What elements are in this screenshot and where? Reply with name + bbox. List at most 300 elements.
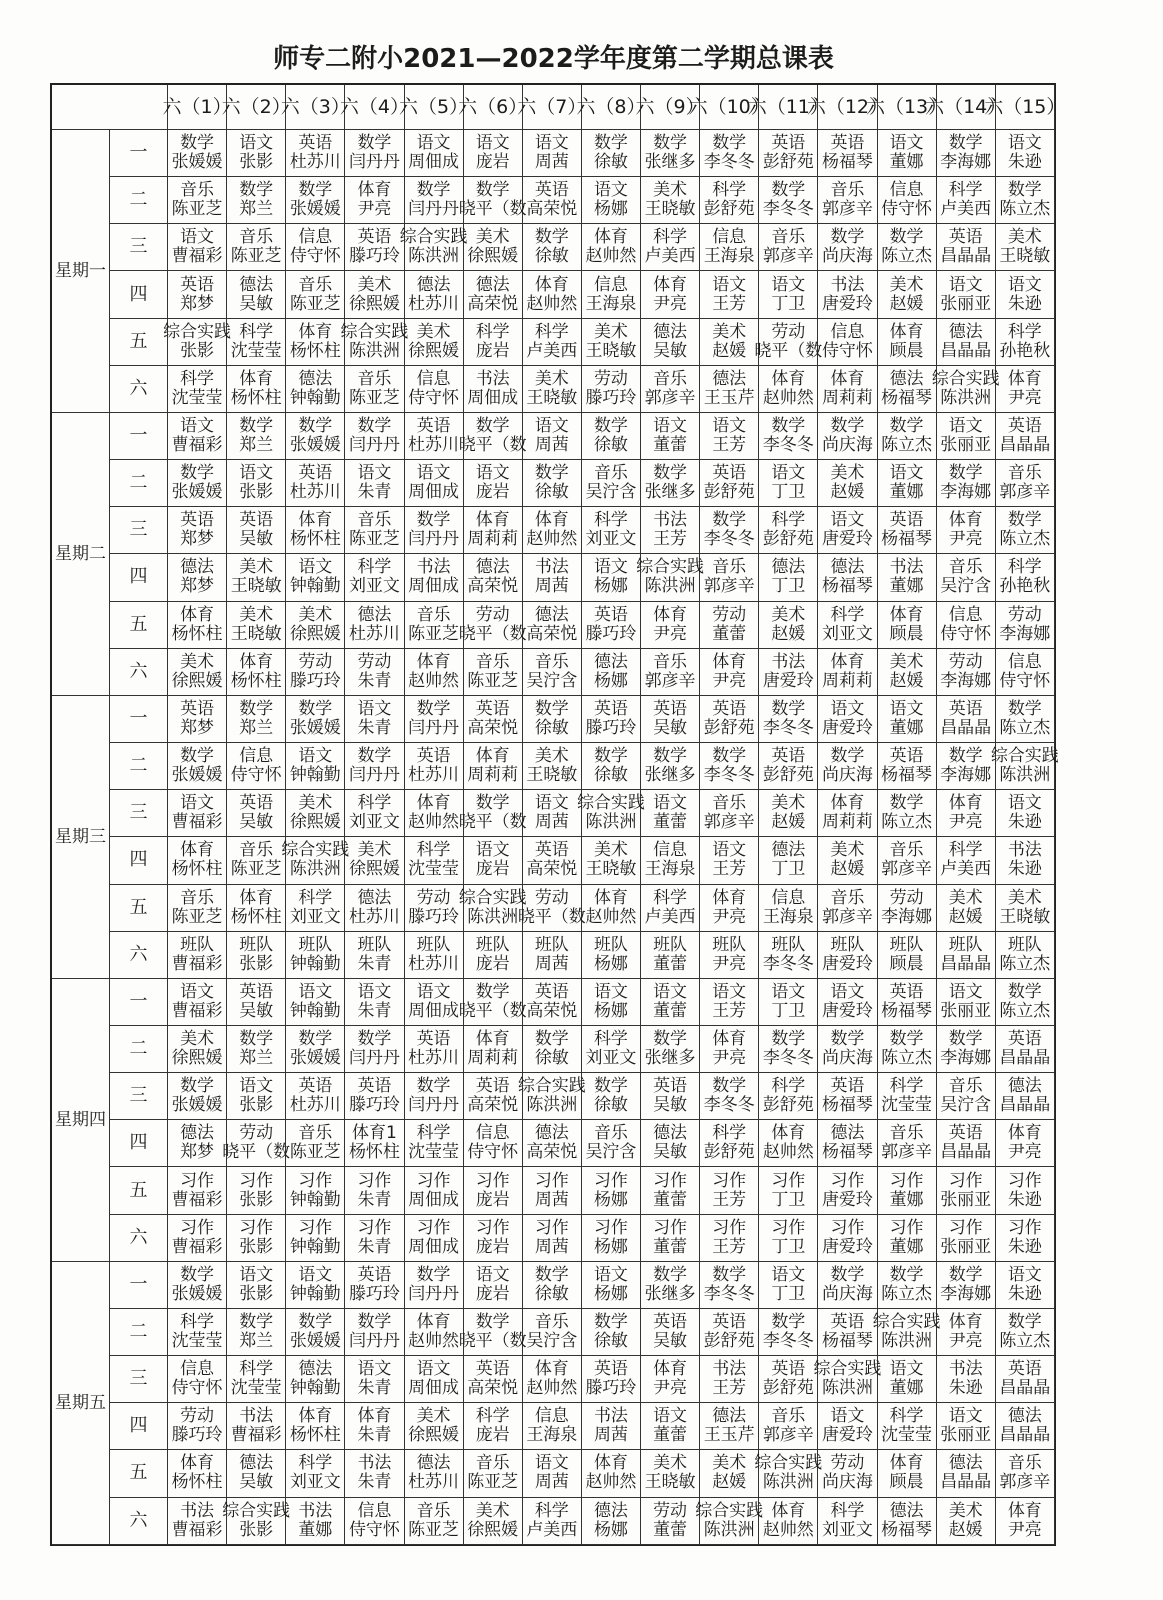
subject: 语文	[889, 1359, 924, 1380]
schedule-cell	[641, 837, 700, 884]
subject: 美术	[948, 1500, 983, 1521]
teacher: 陈洪洲	[644, 576, 696, 597]
schedule-cell	[286, 1309, 345, 1356]
schedule-cell	[641, 885, 700, 932]
subject: 语文	[948, 416, 983, 437]
schedule-cell	[818, 696, 877, 743]
subject: 德法	[357, 604, 392, 625]
schedule-cell	[227, 1215, 286, 1262]
schedule-cell	[582, 507, 641, 554]
teacher: 吴泞含	[526, 1330, 578, 1351]
teacher: 滕巧玲	[585, 1378, 637, 1399]
schedule-cell	[937, 413, 996, 460]
teacher: 董娜	[889, 1236, 924, 1257]
teacher: 王晓敏	[644, 199, 696, 220]
subject: 德法	[298, 1359, 333, 1380]
teacher: 朱青	[357, 1378, 392, 1399]
teacher: 沈莹莹	[171, 387, 223, 408]
schedule-cell	[405, 1262, 464, 1309]
subject: 数学	[180, 1264, 215, 1285]
subject: 书法	[889, 557, 924, 578]
teacher: 丁卫	[771, 1236, 806, 1257]
teacher: 杨怀柱	[230, 906, 282, 927]
teacher: 陈洪洲	[289, 859, 341, 880]
subject: 音乐	[948, 557, 983, 578]
teacher: 赵媛	[712, 1472, 747, 1493]
teacher: 杨福琴	[881, 765, 933, 786]
subject: 科学	[416, 840, 451, 861]
day-label: 星期二	[55, 543, 106, 564]
teacher: 徐敏	[593, 1330, 628, 1351]
schedule-cell	[759, 790, 818, 837]
subject: 班队	[830, 934, 865, 955]
teacher: 郑兰	[239, 199, 274, 220]
schedule-cell	[818, 319, 877, 366]
subject: 数学	[416, 1076, 451, 1097]
class-header	[984, 85, 1066, 130]
schedule-cell	[286, 1026, 345, 1073]
subject: 科学	[475, 1406, 510, 1427]
schedule-cell	[523, 602, 582, 649]
teacher: 徐敏	[534, 717, 569, 738]
subject: 英语	[475, 1359, 510, 1380]
schedule-cell	[818, 885, 877, 932]
teacher: 昌晶晶	[940, 1142, 992, 1163]
teacher: 董蕾	[653, 1236, 688, 1257]
teacher: 周莉莉	[467, 529, 519, 550]
teacher: 庞岩	[475, 859, 510, 880]
teacher: 赵媛	[889, 293, 924, 314]
subject: 体育	[298, 510, 333, 531]
subject: 体育	[475, 1029, 510, 1050]
schedule-cell	[937, 177, 996, 224]
schedule-cell	[996, 1450, 1055, 1497]
schedule-cell	[996, 649, 1055, 696]
teacher: 侍守怀	[408, 387, 460, 408]
schedule-cell	[168, 602, 227, 649]
teacher: 徐熙媛	[171, 1048, 223, 1069]
teacher: 杨娜	[593, 576, 628, 597]
subject: 英语	[1007, 416, 1042, 437]
schedule-cell	[937, 460, 996, 507]
schedule-cell	[517, 1073, 586, 1120]
subject: 劳动	[1007, 604, 1042, 625]
schedule-cell	[700, 1073, 759, 1120]
subject: 数学	[357, 416, 392, 437]
schedule-cell	[641, 1073, 700, 1120]
subject: 英语	[948, 227, 983, 248]
subject: 语文	[889, 463, 924, 484]
teacher: 尹亮	[1007, 1142, 1042, 1163]
subject: 劳动	[593, 368, 628, 389]
teacher: 王芳	[712, 1189, 747, 1210]
schedule-cell	[582, 1120, 641, 1167]
schedule-cell	[878, 837, 937, 884]
period-label: 三	[129, 1368, 148, 1390]
period-label: 三	[129, 802, 148, 824]
period-cell	[110, 271, 168, 318]
teacher: 彭舒苑	[762, 152, 814, 173]
subject: 美术	[712, 321, 747, 342]
teacher: 王晓敏	[230, 576, 282, 597]
schedule-cell	[818, 1073, 877, 1120]
period-label: 六	[129, 943, 148, 965]
teacher: 王芳	[712, 435, 747, 456]
subject: 习作	[298, 1170, 333, 1191]
period-cell	[110, 837, 168, 884]
teacher: 李海娜	[940, 1283, 992, 1304]
schedule-cell	[464, 1262, 523, 1309]
schedule-cell	[818, 413, 877, 460]
schedule-cell	[405, 1120, 464, 1167]
period-cell	[110, 1215, 168, 1262]
subject: 音乐	[180, 887, 215, 908]
teacher: 李海娜	[940, 765, 992, 786]
schedule-cell	[641, 696, 700, 743]
schedule-cell	[996, 1026, 1055, 1073]
schedule-cell	[818, 979, 877, 1026]
teacher: 张丽亚	[940, 1000, 992, 1021]
teacher: 吴敏	[653, 340, 688, 361]
teacher: 闫丹丹	[348, 1048, 400, 1069]
schedule-cell	[523, 696, 582, 743]
teacher: 晓平（数	[517, 906, 586, 927]
teacher: 彭舒苑	[703, 482, 755, 503]
teacher: 侍守怀	[289, 246, 341, 267]
teacher: 钟翰勤	[289, 387, 341, 408]
teacher: 杜苏川	[408, 293, 460, 314]
period-label: 五	[129, 330, 148, 352]
subject: 语文	[180, 793, 215, 814]
schedule-cell	[872, 1309, 941, 1356]
day-label-cell	[52, 413, 110, 696]
teacher: 昌晶晶	[940, 1472, 992, 1493]
schedule-cell	[345, 177, 404, 224]
subject: 体育	[771, 368, 806, 389]
schedule-cell	[345, 1215, 404, 1262]
schedule-cell	[996, 885, 1055, 932]
teacher: 张媛媛	[289, 717, 341, 738]
schedule-cell	[464, 366, 523, 413]
schedule-cell	[996, 1309, 1055, 1356]
subject: 体育	[593, 1453, 628, 1474]
subject: 数学	[712, 1264, 747, 1285]
timetable	[50, 83, 1066, 1546]
teacher: 朱青	[357, 670, 392, 691]
subject: 体育	[180, 840, 215, 861]
subject: 英语	[357, 1076, 392, 1097]
subject: 语文	[357, 981, 392, 1002]
subject: 美术	[357, 274, 392, 295]
subject: 书法	[593, 1406, 628, 1427]
subject: 语文	[298, 981, 333, 1002]
period-label: 六	[129, 1509, 148, 1531]
subject: 德法	[889, 368, 924, 389]
subject: 英语	[593, 1359, 628, 1380]
period-cell	[110, 790, 168, 837]
subject: 数学	[771, 180, 806, 201]
subject: 信息	[298, 227, 333, 248]
subject: 语文	[239, 1076, 274, 1097]
schedule-cell	[405, 507, 464, 554]
subject: 语文	[416, 1359, 451, 1380]
period-label: 二	[129, 1320, 148, 1342]
subject: 科学	[416, 1123, 451, 1144]
subject: 美术	[712, 1453, 747, 1474]
teacher: 顾晨	[889, 953, 924, 974]
subject: 体育	[830, 651, 865, 672]
subject: 科学	[1007, 557, 1042, 578]
teacher: 杜苏川	[408, 1472, 460, 1493]
teacher: 李冬冬	[703, 1095, 755, 1116]
schedule-cell	[286, 602, 345, 649]
schedule-cell	[227, 790, 286, 837]
teacher: 杜苏川	[408, 953, 460, 974]
schedule-cell	[227, 696, 286, 743]
subject: 综合实践	[636, 557, 705, 578]
teacher: 高荣悦	[526, 1142, 578, 1163]
schedule-cell	[759, 366, 818, 413]
subject: 科学	[593, 510, 628, 531]
subject: 习作	[771, 1217, 806, 1238]
schedule-cell	[641, 1262, 700, 1309]
subject: 英语	[593, 698, 628, 719]
schedule-cell	[937, 790, 996, 837]
schedule-cell	[345, 885, 404, 932]
teacher: 董蕾	[653, 1189, 688, 1210]
schedule-cell	[458, 602, 527, 649]
period-label: 四	[129, 283, 148, 305]
schedule-cell	[878, 507, 937, 554]
schedule-cell	[345, 696, 404, 743]
subject: 数学	[593, 133, 628, 154]
teacher: 曹福彩	[171, 435, 223, 456]
schedule-cell	[405, 1309, 464, 1356]
subject: 习作	[475, 1217, 510, 1238]
subject: 数学	[239, 1029, 274, 1050]
schedule-cell	[168, 460, 227, 507]
teacher: 王海泉	[585, 293, 637, 314]
period-cell	[110, 507, 168, 554]
subject: 美术	[180, 1029, 215, 1050]
schedule-cell	[464, 1356, 523, 1403]
schedule-cell	[168, 1356, 227, 1403]
teacher: 张影	[239, 482, 274, 503]
schedule-cell	[878, 1498, 937, 1545]
schedule-cell	[345, 413, 404, 460]
subject: 数学	[593, 1076, 628, 1097]
schedule-cell	[168, 1262, 227, 1309]
subject: 音乐	[298, 274, 333, 295]
subject: 数学	[534, 463, 569, 484]
teacher: 徐敏	[593, 1095, 628, 1116]
schedule-cell	[759, 1356, 818, 1403]
subject: 劳动	[416, 887, 451, 908]
subject: 英语	[712, 1311, 747, 1332]
subject: 班队	[239, 934, 274, 955]
teacher: 朱逊	[1007, 1236, 1042, 1257]
schedule-cell	[405, 130, 464, 177]
teacher: 张继多	[644, 482, 696, 503]
period-cell	[110, 1309, 168, 1356]
schedule-cell	[759, 1120, 818, 1167]
schedule-cell	[878, 696, 937, 743]
teacher: 张媛媛	[289, 199, 341, 220]
teacher: 彭舒苑	[762, 1378, 814, 1399]
schedule-cell	[700, 1262, 759, 1309]
subject: 综合实践	[222, 1500, 291, 1521]
teacher: 董蕾	[653, 1519, 688, 1540]
subject: 数学	[239, 1311, 274, 1332]
schedule-cell	[582, 130, 641, 177]
subject: 班队	[180, 934, 215, 955]
schedule-cell	[641, 1498, 700, 1545]
schedule-cell	[641, 271, 700, 318]
teacher: 徐熙媛	[408, 340, 460, 361]
teacher: 赵帅然	[408, 812, 460, 833]
schedule-cell	[340, 319, 409, 366]
schedule-cell	[345, 1498, 404, 1545]
subject: 语文	[416, 133, 451, 154]
schedule-cell	[996, 932, 1055, 979]
subject: 体育	[475, 746, 510, 767]
subject: 数学	[771, 698, 806, 719]
subject: 体育	[948, 510, 983, 531]
teacher: 董娜	[889, 1189, 924, 1210]
subject: 英语	[653, 1076, 688, 1097]
teacher: 尚庆海	[821, 435, 873, 456]
schedule-cell	[405, 1403, 464, 1450]
subject: 英语	[830, 1076, 865, 1097]
subject: 数学	[889, 416, 924, 437]
teacher: 周茜	[534, 576, 569, 597]
schedule-cell	[582, 413, 641, 460]
period-cell	[110, 413, 168, 460]
subject: 美术	[475, 1500, 510, 1521]
schedule-cell	[286, 1073, 345, 1120]
schedule-cell	[286, 1403, 345, 1450]
teacher: 周佃成	[408, 1000, 460, 1021]
period-label: 三	[129, 519, 148, 541]
schedule-cell	[937, 885, 996, 932]
subject: 科学	[534, 321, 569, 342]
teacher: 朱青	[357, 953, 392, 974]
subject: 美术	[889, 651, 924, 672]
schedule-cell	[405, 1167, 464, 1214]
teacher: 尚庆海	[821, 1283, 873, 1304]
teacher: 滕巧玲	[585, 387, 637, 408]
subject: 数学	[475, 793, 510, 814]
teacher: 陈洪洲	[821, 1378, 873, 1399]
teacher: 陈亚芝	[408, 623, 460, 644]
teacher: 陈立杰	[999, 529, 1051, 550]
teacher: 钟翰勤	[289, 1378, 341, 1399]
subject: 习作	[771, 1170, 806, 1191]
schedule-cell	[878, 413, 937, 460]
schedule-cell	[582, 602, 641, 649]
period-cell	[110, 696, 168, 743]
teacher: 陈立杰	[881, 435, 933, 456]
teacher: 张影	[239, 953, 274, 974]
schedule-cell	[523, 1215, 582, 1262]
teacher: 唐爱玲	[821, 1189, 873, 1210]
teacher: 卢美西	[644, 906, 696, 927]
subject: 德法	[357, 887, 392, 908]
subject: 班队	[712, 934, 747, 955]
teacher: 张影	[239, 1189, 274, 1210]
schedule-cell	[168, 979, 227, 1026]
teacher: 尹亮	[948, 812, 983, 833]
teacher: 吴敏	[239, 529, 274, 550]
subject: 数学	[416, 510, 451, 531]
period-cell	[110, 885, 168, 932]
schedule-cell	[464, 932, 523, 979]
subject: 习作	[1007, 1170, 1042, 1191]
teacher: 尹亮	[712, 906, 747, 927]
teacher: 郭彦辛	[703, 576, 755, 597]
subject: 体育	[1007, 1500, 1042, 1521]
subject: 数学	[180, 1076, 215, 1097]
subject: 音乐	[771, 1406, 806, 1427]
schedule-cell	[759, 507, 818, 554]
subject: 德法	[298, 368, 333, 389]
schedule-cell	[286, 1167, 345, 1214]
subject: 英语	[534, 840, 569, 861]
subject: 语文	[1007, 1264, 1042, 1285]
teacher: 陈亚芝	[230, 859, 282, 880]
teacher: 刘亚文	[821, 1519, 873, 1540]
teacher: 沈莹莹	[408, 1142, 460, 1163]
teacher: 卢美西	[526, 1519, 578, 1540]
subject: 体育	[653, 1359, 688, 1380]
schedule-cell	[168, 271, 227, 318]
teacher: 昌晶晶	[940, 717, 992, 738]
teacher: 杨娜	[593, 199, 628, 220]
schedule-cell	[405, 554, 464, 601]
teacher: 陈立杰	[881, 246, 933, 267]
schedule-cell	[345, 1073, 404, 1120]
schedule-cell	[818, 1167, 877, 1214]
subject: 数学	[534, 1264, 569, 1285]
subject: 信息	[239, 746, 274, 767]
subject: 美术	[534, 368, 569, 389]
schedule-cell	[168, 696, 227, 743]
schedule-cell	[168, 790, 227, 837]
subject: 数学	[712, 1076, 747, 1097]
schedule-cell	[700, 1026, 759, 1073]
class-header-label: 六（1）	[162, 96, 232, 118]
teacher: 曹福彩	[171, 1189, 223, 1210]
subject: 语文	[180, 227, 215, 248]
teacher: 王芳	[712, 1236, 747, 1257]
teacher: 吴泞含	[585, 1142, 637, 1163]
teacher: 李冬冬	[762, 953, 814, 974]
teacher: 杜苏川	[289, 1095, 341, 1116]
teacher: 陈洪洲	[703, 1519, 755, 1540]
schedule-cell	[582, 366, 641, 413]
teacher: 杨福琴	[881, 529, 933, 550]
schedule-cell	[937, 602, 996, 649]
teacher: 赵帅然	[585, 906, 637, 927]
teacher: 杜苏川	[348, 906, 400, 927]
subject: 德法	[593, 651, 628, 672]
teacher: 王玉芹	[703, 387, 755, 408]
schedule-cell	[878, 790, 937, 837]
schedule-cell	[286, 271, 345, 318]
day-label: 星期四	[55, 1109, 106, 1130]
schedule-cell	[641, 366, 700, 413]
schedule-cell	[168, 932, 227, 979]
